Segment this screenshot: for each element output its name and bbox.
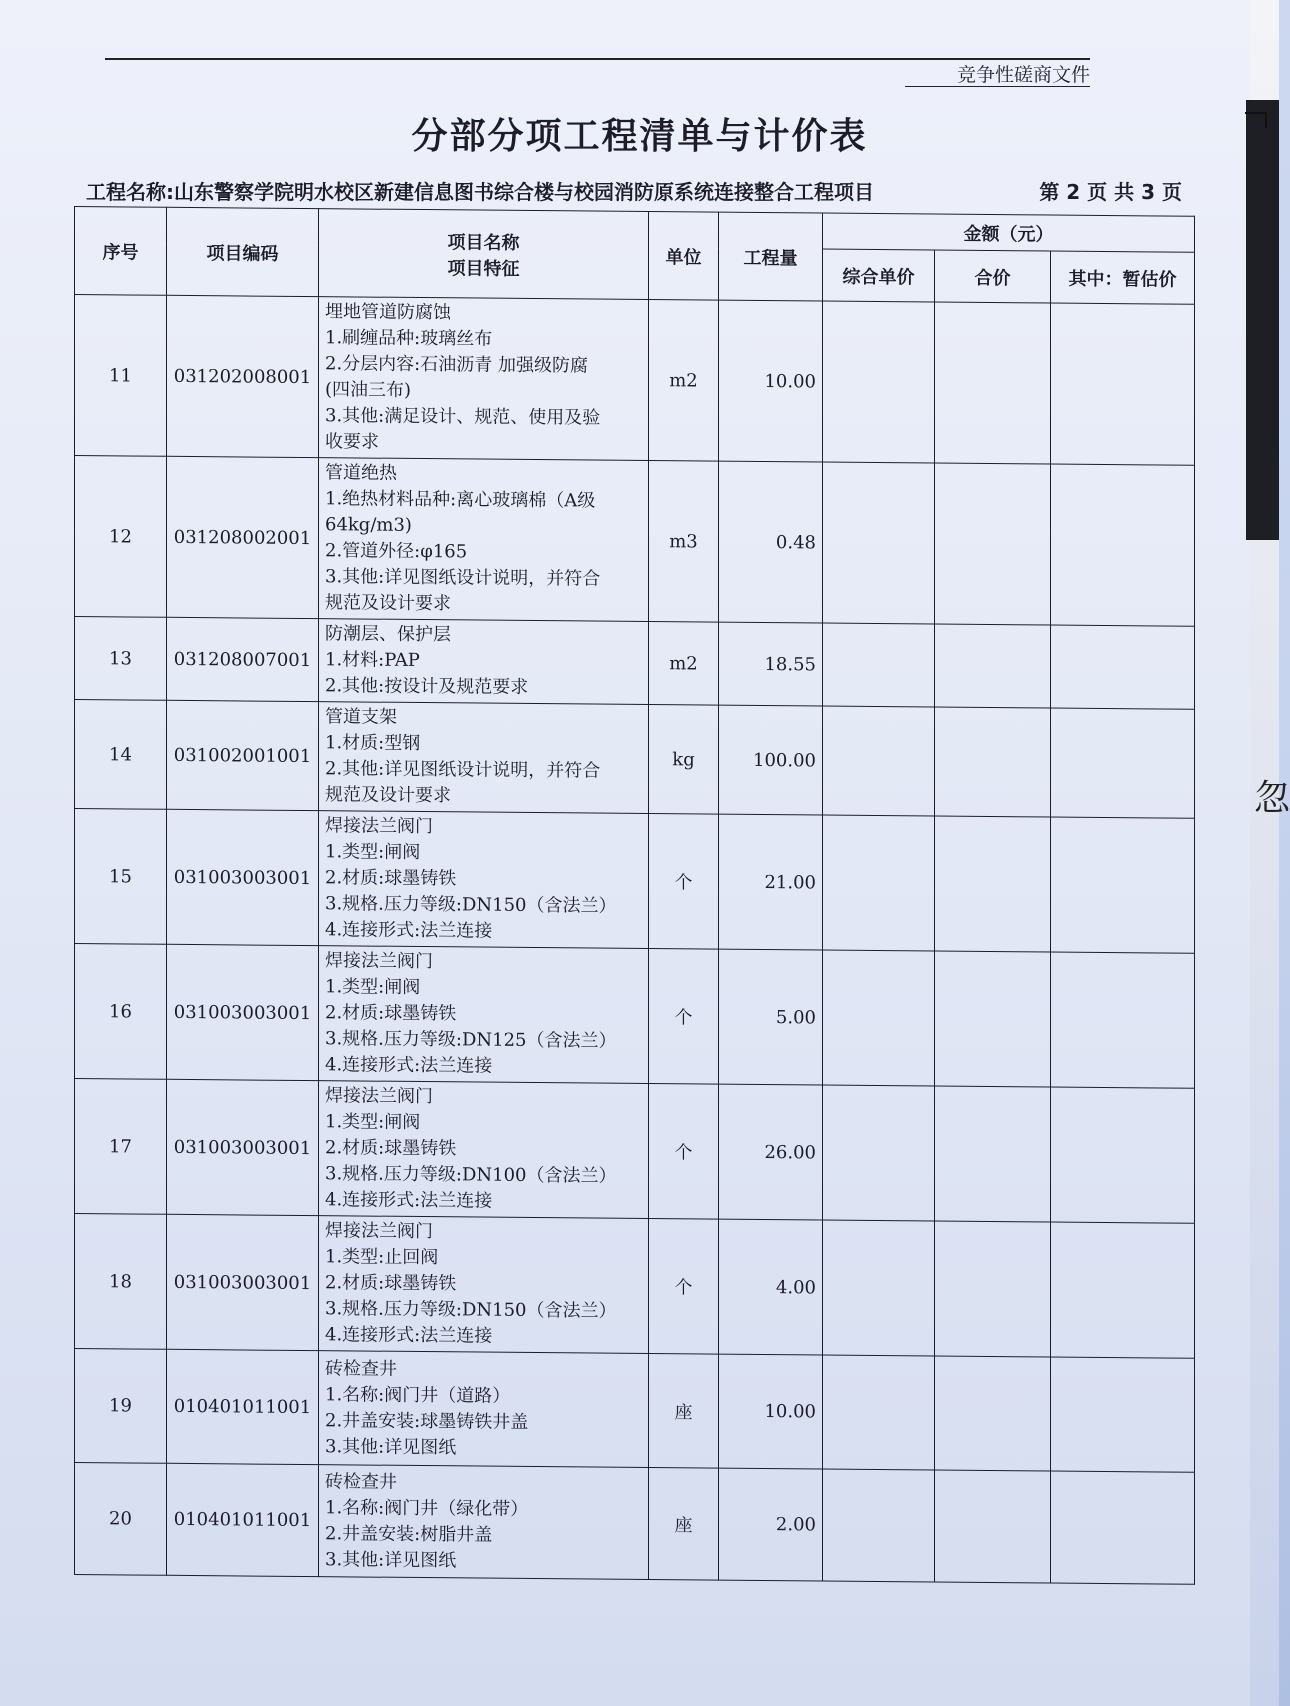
cell-desc bbox=[319, 1216, 649, 1354]
desc-line: 3.其他:详见图纸 bbox=[325, 1548, 457, 1571]
desc-line: 焊接法兰阀门 bbox=[325, 1220, 433, 1243]
desc-line: 埋地管道防腐蚀 bbox=[325, 301, 451, 324]
cell-unit: 个 bbox=[649, 1084, 719, 1220]
cell-unit-price bbox=[823, 1085, 935, 1221]
cell-desc bbox=[319, 811, 649, 949]
table-row bbox=[75, 1079, 1195, 1224]
desc-line: 1.绝热材料品种:离心玻璃棉（A级 bbox=[325, 488, 596, 512]
table-row bbox=[75, 809, 1195, 954]
desc-line: 4.连接形式:法兰连接 bbox=[325, 1054, 493, 1077]
cell-seq: 15 bbox=[75, 809, 167, 945]
cell-seq: 17 bbox=[75, 1079, 167, 1215]
cell-code: 031003003001 bbox=[167, 944, 319, 1080]
desc-line: 焊接法兰阀门 bbox=[325, 1085, 433, 1108]
cell-seq: 12 bbox=[75, 456, 167, 618]
cell-desc bbox=[319, 297, 649, 461]
table-row bbox=[75, 617, 1195, 710]
desc-line: 3.规格.压力等级:DN150（含法兰） bbox=[325, 1298, 617, 1322]
col-header-provisional: 其中：暂估价 bbox=[1051, 251, 1195, 304]
cell-unit: m2 bbox=[649, 622, 719, 706]
cell-unit-price bbox=[823, 462, 935, 624]
desc-line: 2.材质:球墨铸铁 bbox=[325, 1137, 457, 1160]
desc-line: 1.材质:型钢 bbox=[325, 732, 421, 755]
cell-seq: 16 bbox=[75, 944, 167, 1080]
col-header-unit: 单位 bbox=[649, 212, 719, 301]
cell-qty: 18.55 bbox=[719, 622, 823, 706]
col-header-name-line2: 项目特征 bbox=[447, 257, 520, 280]
cell-unit-price bbox=[823, 1220, 935, 1356]
cell-total bbox=[935, 1086, 1051, 1222]
cell-seq: 13 bbox=[75, 617, 167, 701]
desc-line: 砖检查井 bbox=[325, 1470, 397, 1493]
desc-line: 1.类型:闸阀 bbox=[325, 976, 421, 999]
cell-code: 031003003001 bbox=[167, 809, 319, 945]
desc-line: 1.材料:PAP bbox=[325, 649, 420, 672]
cell-code: 031208002001 bbox=[167, 456, 319, 618]
desc-line: 1.刷缠品种:玻璃丝布 bbox=[325, 327, 493, 350]
cell-code: 010401011001 bbox=[167, 1463, 319, 1576]
project-info bbox=[86, 176, 1186, 205]
table-row bbox=[75, 456, 1195, 627]
cell-unit-price bbox=[823, 706, 935, 816]
desc-line: 1.名称:阀门井（绿化带） bbox=[325, 1496, 529, 1520]
cell-total bbox=[935, 951, 1051, 1087]
cell-unit: m2 bbox=[649, 300, 719, 462]
desc-line: 2.材质:球墨铸铁 bbox=[325, 867, 457, 890]
desc-line: 防潮层、保护层 bbox=[325, 623, 451, 646]
cell-provisional bbox=[1051, 817, 1195, 953]
cell-code: 010401011001 bbox=[167, 1349, 319, 1464]
desc-line: 管道绝热 bbox=[325, 462, 397, 484]
table-row bbox=[75, 944, 1195, 1089]
header-underline bbox=[905, 86, 1090, 87]
desc-line: 2.井盖安装:树脂井盖 bbox=[325, 1522, 493, 1546]
cell-provisional bbox=[1051, 625, 1195, 709]
document-kind: 竞争性磋商文件 bbox=[956, 64, 1090, 86]
desc-line: (四油三布) bbox=[325, 379, 412, 401]
cell-seq: 11 bbox=[75, 295, 167, 457]
desc-line: 2.井盖安装:球墨铸铁井盖 bbox=[325, 1409, 529, 1433]
desc-line: 砖检查井 bbox=[325, 1357, 397, 1380]
desc-line: 3.其他:详见图纸设计说明，并符合 bbox=[325, 566, 601, 590]
cell-qty: 26.00 bbox=[719, 1084, 823, 1220]
desc-line: 2.管道外径:φ165 bbox=[325, 540, 468, 563]
cell-total bbox=[935, 1356, 1051, 1471]
desc-line: 3.规格.压力等级:DN150（含法兰） bbox=[325, 893, 617, 917]
cell-unit: 个 bbox=[649, 814, 719, 950]
desc-line: 2.材质:球墨铸铁 bbox=[325, 1002, 457, 1025]
desc-line: 1.类型:止回阀 bbox=[325, 1246, 439, 1269]
cell-provisional bbox=[1051, 464, 1195, 626]
col-header-seq: 序号 bbox=[75, 207, 167, 296]
cell-qty: 10.00 bbox=[719, 1354, 823, 1469]
cell-unit: kg bbox=[649, 705, 719, 815]
cell-desc bbox=[319, 458, 649, 622]
cell-seq: 20 bbox=[75, 1463, 167, 1576]
cell-unit: 个 bbox=[649, 949, 719, 1085]
project-name: 工程名称:山东警察学院明水校区新建信息图书综合楼与校园消防原系统连接整合工程项目 bbox=[86, 180, 874, 204]
col-header-name-line1: 项目名称 bbox=[447, 231, 520, 254]
cell-provisional bbox=[1051, 952, 1195, 1088]
table-row bbox=[75, 700, 1195, 819]
cell-total bbox=[935, 1470, 1051, 1583]
cell-provisional bbox=[1051, 708, 1195, 818]
desc-line: 4.连接形式:法兰连接 bbox=[325, 1189, 493, 1212]
cell-seq: 14 bbox=[75, 700, 167, 810]
cell-provisional bbox=[1051, 303, 1195, 465]
desc-line: 1.类型:闸阀 bbox=[325, 841, 421, 864]
desc-line: 2.分层内容:石油沥青 加强级防腐 bbox=[325, 353, 588, 377]
cell-unit: 个 bbox=[649, 1219, 719, 1355]
desc-line: 1.名称:阀门井（道路） bbox=[325, 1383, 511, 1407]
cell-provisional bbox=[1051, 1222, 1195, 1358]
cell-qty: 4.00 bbox=[719, 1219, 823, 1355]
cell-qty: 2.00 bbox=[719, 1468, 823, 1581]
desc-line: 3.其他:详见图纸 bbox=[325, 1435, 457, 1458]
cell-desc bbox=[319, 1081, 649, 1219]
cell-desc bbox=[319, 702, 649, 814]
handwritten-mark: 忽 bbox=[1254, 778, 1290, 819]
col-header-code: 项目编码 bbox=[167, 207, 319, 296]
desc-line: 焊接法兰阀门 bbox=[325, 815, 433, 838]
cell-code: 031003003001 bbox=[167, 1214, 319, 1350]
desc-line: 3.规格.压力等级:DN100（含法兰） bbox=[325, 1163, 617, 1187]
col-header-qty: 工程量 bbox=[719, 212, 823, 301]
cell-unit: 座 bbox=[649, 1354, 719, 1469]
table-row bbox=[75, 295, 1195, 466]
cell-code: 031202008001 bbox=[167, 295, 319, 457]
cell-desc bbox=[319, 1351, 649, 1468]
cell-qty: 5.00 bbox=[719, 949, 823, 1085]
cell-seq: 18 bbox=[75, 1214, 167, 1350]
desc-line: 3.其他:满足设计、规范、使用及验 bbox=[325, 405, 601, 429]
table-row bbox=[75, 1463, 1195, 1585]
bill-table bbox=[74, 206, 1195, 1585]
desc-line: 3.规格.压力等级:DN125（含法兰） bbox=[325, 1028, 617, 1052]
cell-desc bbox=[319, 946, 649, 1084]
page-number: 第 2 页 共 3 页 bbox=[1039, 180, 1182, 204]
desc-line: 收要求 bbox=[325, 431, 379, 453]
cell-total bbox=[935, 707, 1051, 817]
cell-code: 031002001001 bbox=[167, 700, 319, 810]
desc-line: 2.材质:球墨铸铁 bbox=[325, 1272, 457, 1295]
desc-line: 1.类型:闸阀 bbox=[325, 1111, 421, 1134]
cell-provisional bbox=[1051, 1087, 1195, 1223]
desc-line: 2.其他:按设计及规范要求 bbox=[325, 675, 529, 698]
cell-code: 031208007001 bbox=[167, 617, 319, 701]
cell-total bbox=[935, 816, 1051, 952]
desc-line: 焊接法兰阀门 bbox=[325, 950, 433, 973]
col-header-total: 合价 bbox=[935, 250, 1051, 303]
cell-total bbox=[935, 624, 1051, 708]
cell-qty: 10.00 bbox=[719, 300, 823, 462]
cell-unit: m3 bbox=[649, 461, 719, 623]
col-header-amount: 金额（元） bbox=[823, 213, 1195, 252]
desc-line: 规范及设计要求 bbox=[325, 592, 451, 615]
cell-total bbox=[935, 1221, 1051, 1357]
cell-unit-price bbox=[823, 950, 935, 1086]
cell-qty: 100.00 bbox=[719, 705, 823, 815]
desc-line: 64kg/m3) bbox=[325, 514, 412, 536]
col-header-name bbox=[319, 209, 649, 300]
desc-line: 管道支架 bbox=[325, 706, 397, 728]
cell-unit-price bbox=[823, 1469, 935, 1582]
cell-provisional bbox=[1051, 1471, 1195, 1584]
cell-desc bbox=[319, 1465, 649, 1580]
cell-code: 031003003001 bbox=[167, 1079, 319, 1215]
desc-line: 规范及设计要求 bbox=[325, 784, 451, 807]
cell-total bbox=[935, 302, 1051, 464]
desc-line: 4.连接形式:法兰连接 bbox=[325, 919, 493, 942]
cell-qty: 0.48 bbox=[719, 461, 823, 623]
cell-unit-price bbox=[823, 301, 935, 463]
desc-line: 2.其他:详见图纸设计说明，并符合 bbox=[325, 758, 601, 782]
desc-line: 4.连接形式:法兰连接 bbox=[325, 1324, 493, 1347]
cell-total bbox=[935, 463, 1051, 625]
table-row bbox=[75, 1214, 1195, 1359]
cell-unit-price bbox=[823, 623, 935, 707]
cell-seq: 19 bbox=[75, 1349, 167, 1464]
background-dark-strip bbox=[1246, 100, 1279, 540]
cell-unit-price bbox=[823, 1355, 935, 1470]
table-row bbox=[75, 1349, 1195, 1473]
cell-desc bbox=[319, 619, 649, 705]
cell-unit: 座 bbox=[649, 1468, 719, 1581]
page-title: 分部分项工程清单与计价表 bbox=[411, 116, 868, 157]
cell-unit-price bbox=[823, 815, 935, 951]
cell-provisional bbox=[1051, 1357, 1195, 1472]
cell-qty: 21.00 bbox=[719, 814, 823, 950]
col-header-unit-price: 综合单价 bbox=[823, 249, 935, 302]
